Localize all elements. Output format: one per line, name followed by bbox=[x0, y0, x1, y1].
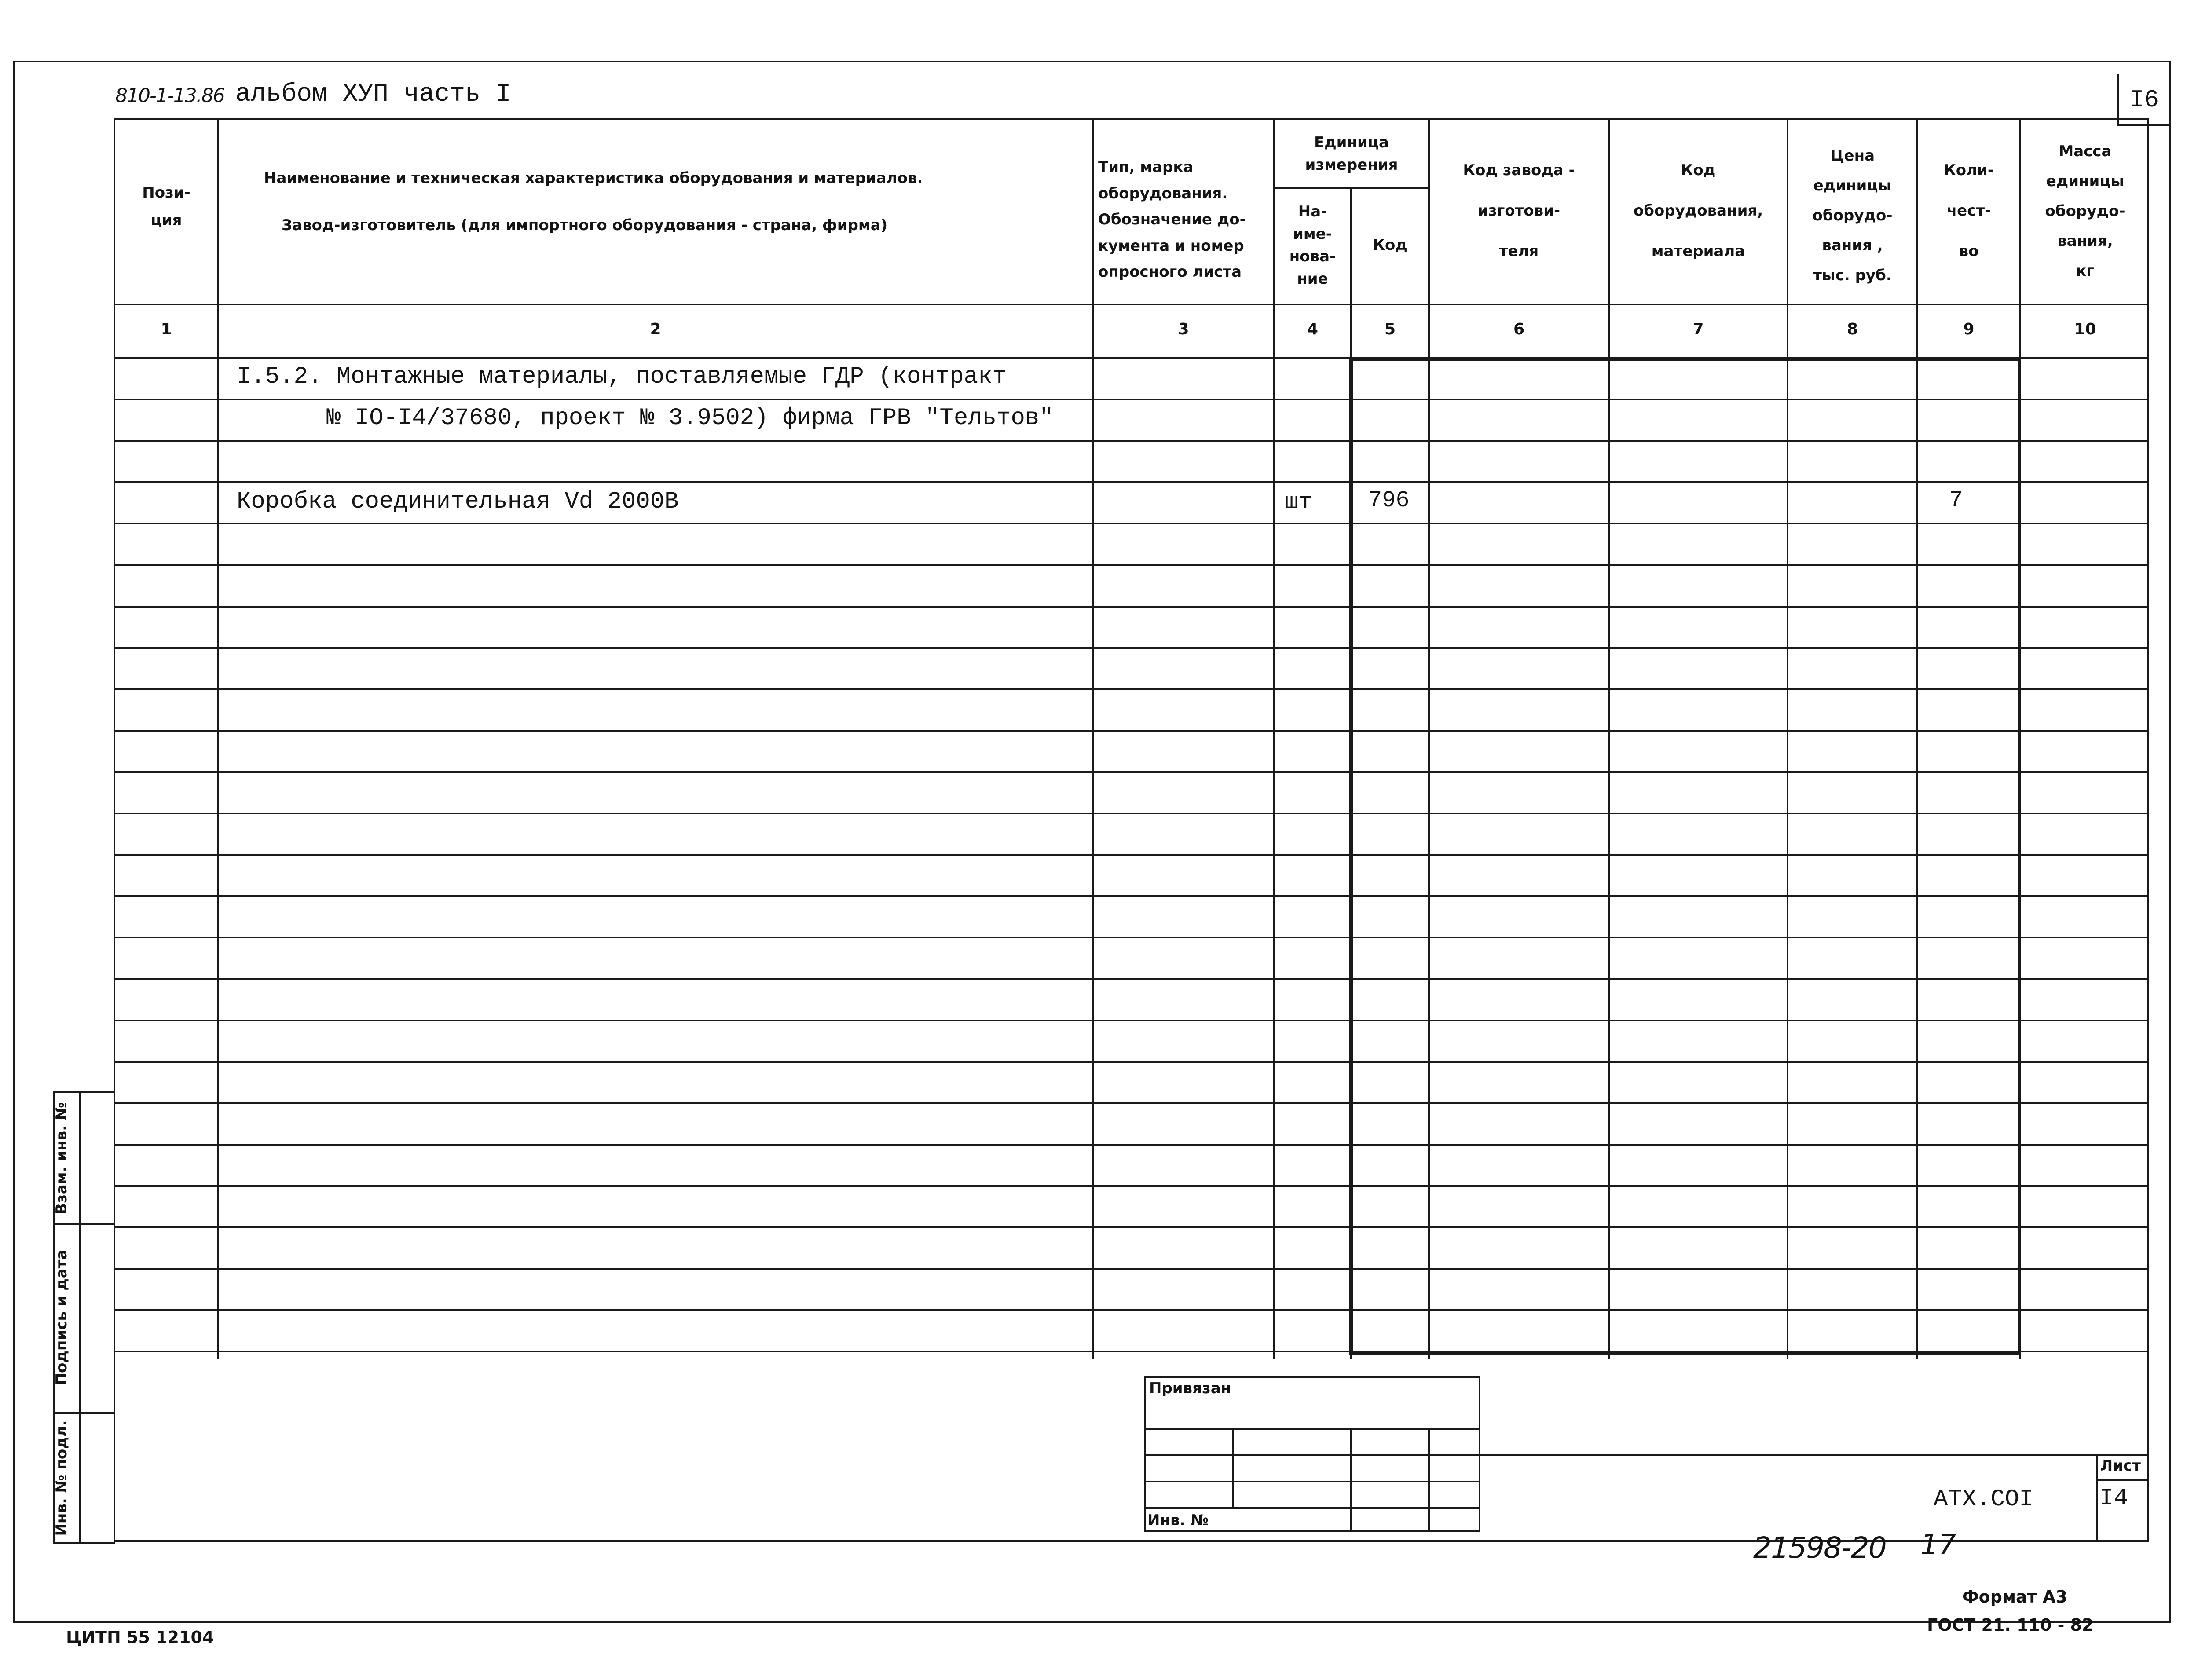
bold-block bbox=[1349, 357, 2021, 1355]
header-unit-code: Код bbox=[1373, 236, 1407, 254]
col-number: 7 bbox=[1692, 320, 1704, 338]
row-line bbox=[114, 440, 2149, 442]
row-line bbox=[114, 647, 2149, 649]
header-type: Тип, марка оборудования. Обозначение до- кумента и номер опросного листа bbox=[1098, 158, 1246, 281]
numbers-bottom-line bbox=[114, 357, 2149, 359]
header-factory-code: Код завода - изготови- теля bbox=[1463, 161, 1575, 260]
table-row-name: I.5.2. Монтажные материалы, поставляемые ГДР (контракт bbox=[237, 363, 1007, 390]
header-quantity: Коли- чест- во bbox=[1944, 161, 1994, 260]
side-label-inv-podl: Инв. № подл. bbox=[53, 1420, 70, 1536]
row-line bbox=[114, 688, 2149, 690]
header-name-line1: Наименование и техническая характеристика оборудования и материалов. bbox=[264, 169, 923, 187]
side-label-podpis: Подпись и дата bbox=[53, 1249, 70, 1386]
stamp-line bbox=[1144, 1507, 1480, 1509]
row-line bbox=[114, 564, 2149, 566]
stamp-inv-label: Инв. № bbox=[1147, 1512, 1209, 1529]
header-unit-name: На- име- нова- ние bbox=[1289, 202, 1336, 288]
row-line bbox=[114, 771, 2149, 773]
row-line bbox=[114, 1351, 2149, 1352]
row-line bbox=[114, 1102, 2149, 1104]
ctp-label: ЦИТП 55 12104 bbox=[66, 1628, 214, 1647]
row-line bbox=[114, 813, 2149, 814]
stamp-sheet-line bbox=[2096, 1479, 2149, 1481]
row-line bbox=[114, 895, 2149, 897]
table-row-unit: шт bbox=[1285, 489, 1312, 515]
header-price: Цена единицы оборудо- вания , тыс. руб. bbox=[1812, 147, 1893, 284]
row-line bbox=[114, 978, 2149, 980]
col-number: 2 bbox=[650, 320, 661, 338]
col-number: 9 bbox=[1963, 320, 1975, 338]
row-line bbox=[114, 606, 2149, 608]
col-number: 3 bbox=[1178, 320, 1189, 338]
col-number: 10 bbox=[2074, 320, 2096, 338]
header-position: Пози- ция bbox=[142, 184, 190, 229]
album-title: альбом ХУП часть I bbox=[235, 80, 511, 109]
header-unit: Единица измерения bbox=[1305, 134, 1398, 174]
row-line bbox=[114, 937, 2149, 938]
side-label-vzam: Взам. инв. № bbox=[53, 1102, 70, 1215]
col-number: 6 bbox=[1513, 320, 1525, 338]
stamp-sheet-divider bbox=[2096, 1454, 2098, 1542]
row-line bbox=[114, 523, 2149, 524]
table-row-code: 796 bbox=[1368, 487, 1410, 513]
doc-code: 810-1-13.86 bbox=[115, 84, 224, 107]
header-equipment-code: Код оборудования, материала bbox=[1633, 161, 1763, 260]
row-line bbox=[114, 1226, 2149, 1228]
col-number: 4 bbox=[1307, 320, 1319, 338]
header-mass: Масса единицы оборудо- вания, кг bbox=[2045, 143, 2125, 280]
row-line bbox=[114, 854, 2149, 856]
col-number: 5 bbox=[1384, 320, 1396, 338]
stamp-main-line bbox=[1480, 1454, 2149, 1456]
row-line bbox=[114, 1020, 2149, 1021]
stamp-divider bbox=[1350, 1428, 1352, 1532]
row-line bbox=[114, 399, 2149, 400]
row-line bbox=[114, 1309, 2149, 1311]
table-row-name: № IO-I4/37680, проект № 3.9502) фирма ГРВ "Тельтов" bbox=[326, 405, 1054, 432]
row-line bbox=[114, 1061, 2149, 1063]
stamp-doc-id: АТХ.СОI bbox=[1934, 1486, 2033, 1513]
unit-subheader-line bbox=[1273, 187, 1428, 189]
stamp-sheet-label: Лист bbox=[2100, 1457, 2141, 1475]
col-number: 8 bbox=[1846, 320, 1858, 338]
header-bottom-line bbox=[114, 304, 2149, 305]
gost-label: ГОСТ 21. 110 - 82 bbox=[1927, 1615, 2094, 1635]
format-label: Формат А3 bbox=[1962, 1587, 2067, 1607]
row-line bbox=[114, 481, 2149, 483]
handwritten-number: 21598-20 bbox=[1753, 1531, 1886, 1565]
row-line bbox=[114, 1144, 2149, 1146]
stamp-line bbox=[1144, 1428, 1480, 1430]
stamp-line bbox=[1144, 1481, 1480, 1482]
table-row-qty: 7 bbox=[1949, 487, 1963, 513]
table-row-name: Коробка соединительная Vd 2000B bbox=[237, 488, 679, 515]
row-line bbox=[114, 1185, 2149, 1187]
col-number: 1 bbox=[161, 320, 172, 338]
stamp-line bbox=[1144, 1454, 1480, 1456]
stamp-sheet-number: I4 bbox=[2099, 1485, 2128, 1512]
stamp-divider bbox=[1232, 1428, 1234, 1507]
row-line bbox=[114, 730, 2149, 732]
side-strip-divider bbox=[79, 1091, 81, 1544]
handwritten-sub: 17 bbox=[1920, 1529, 1956, 1561]
stamp-divider bbox=[1428, 1428, 1430, 1532]
stamp-privyazan-label: Привязан bbox=[1149, 1380, 1231, 1397]
header-name-line2: Завод-изготовитель (для импортного оборудования - страна, фирма) bbox=[282, 216, 888, 234]
row-line bbox=[114, 1268, 2149, 1270]
page-number: I6 bbox=[2129, 86, 2159, 114]
